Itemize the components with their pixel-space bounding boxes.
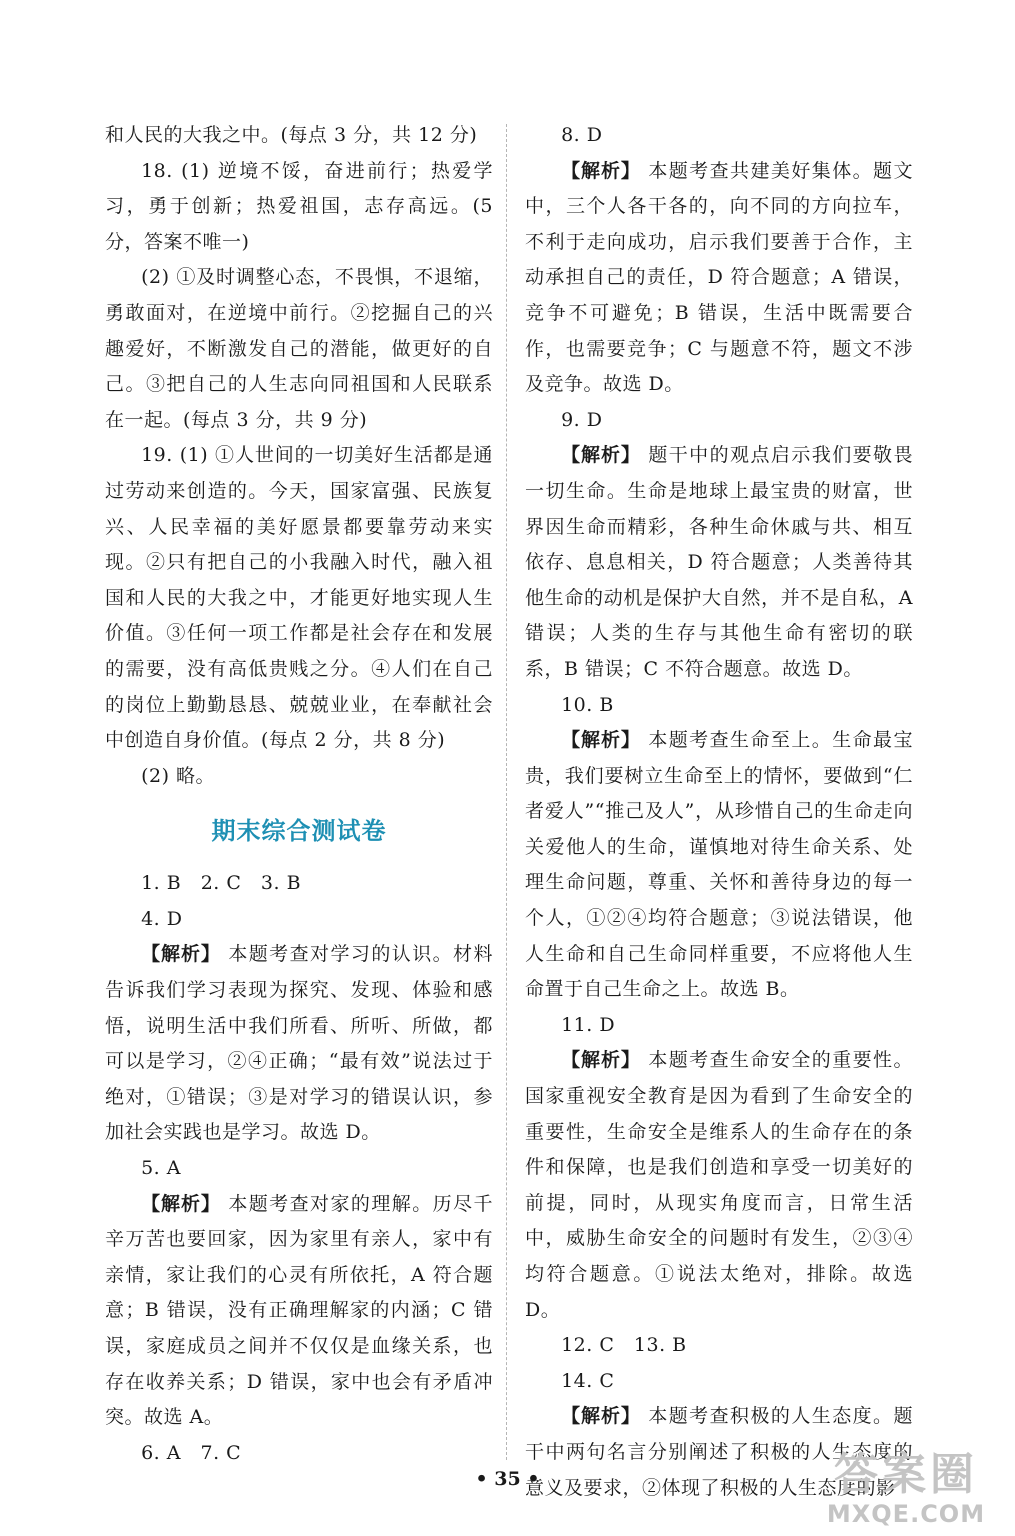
explanation-paragraph: [525, 154, 913, 403]
answer-paragraph: [105, 260, 493, 438]
column-divider: [506, 124, 507, 1460]
answer-paragraph: [105, 438, 493, 758]
explanation-paragraph: [105, 937, 493, 1151]
analysis-tag: 【解析】: [561, 1049, 641, 1072]
section-title: [105, 805, 493, 857]
paragraph-text: 和人民的大我之中。(每点 3 分，共 12 分): [105, 124, 478, 146]
paragraph-text: 18. (1) 逆境不馁，奋进前行；热爱学习，勇于创新；热爱祖国，志存高远。(5 分，答案不唯一): [105, 159, 493, 253]
analysis-tag: 【解析】: [561, 729, 641, 752]
answer-paragraph: [525, 403, 913, 439]
answer-paragraph: [105, 1436, 493, 1472]
paragraph-text: 8. D: [561, 124, 603, 146]
paragraph-text: 本题考查共建美好集体。题文中，三个人各干各的，向不同的方向拉车，不利于走向成功，启示我们要善于合作，主动承担自己的责任，D 符合题意；A 错误，竞争不可避免；B 错误，生活中既需要合作，也需要竞争；C 与题意不符，题文不涉及竞争。故选 D。: [525, 159, 913, 396]
answer-paragraph: [105, 902, 493, 938]
explanation-paragraph: [525, 723, 913, 1008]
paragraph-text: (2) ①及时调整心态，不畏惧，不退缩，勇敢面对，在逆境中前行。②挖掘自己的兴趣爱好，不断激发自己的潜能，做更好的自己。③把自己的人生志向同祖国和人民联系在一起。(每点 3 分，共 9 分): [105, 266, 493, 431]
paragraph-text: 本题考查积极的人生态度。题干中两句名言分别阐述了积极的人生态度的意义及要求，②体现了积极的人生态度的影: [525, 1405, 913, 1499]
paragraph-text: 4. D: [141, 907, 183, 930]
paragraph-text: (2) 略。: [141, 764, 216, 787]
watermark-logo: 答案圈: [834, 1449, 978, 1500]
paragraph-text: 题干中的观点启示我们要敬畏一切生命。生命是地球上最宝贵的财富，世界因生命而精彩，各种生命休戚与共、相互依存、息息相关，D 符合题意；人类善待其他生命的动机是保护大自然，并不是自私，A 错误；人类的生存与其他生命有密切的联系，B 错误；C 不符合题意。故选 D。: [525, 444, 913, 680]
answer-paragraph: [105, 759, 493, 795]
answer-paragraph: [105, 866, 493, 902]
analysis-tag: 【解析】: [561, 1405, 641, 1428]
answer-paragraph: [525, 1008, 913, 1044]
analysis-tag: 【解析】: [141, 1192, 221, 1215]
answer-paragraph: [105, 118, 493, 154]
paragraph-text: 本题考查对家的理解。历尽千辛万苦也要回家，因为家里有亲人，家中有亲情，家让我们的心灵有所依托，A 符合题意；B 错误，没有正确理解家的内涵；C 错误，家庭成员之间并不仅仅是血缘关系，也存在收养关系；D 错误，家中也会有矛盾冲突。故选 A。: [105, 1192, 493, 1429]
paragraph-text: 本题考查生命安全的重要性。国家重视安全教育是因为看到了生命安全的重要性，生命安全是维系人的生命存在的条件和保障，也是我们创造和享受一切美好的前提，同时，从现实角度而言，日常生活中，威胁生命安全的问题时有发生，②③④均符合题意。①说法太绝对，排除。故选 D。: [525, 1049, 913, 1321]
paragraph-text: 11. D: [561, 1013, 616, 1036]
paragraph-text: 5. A: [141, 1157, 181, 1180]
left-column: [105, 118, 493, 1471]
paragraph-text: 本题考查对学习的认识。材料告诉我们学习表现为探究、发现、体验和感悟，说明生活中我们所看、所听、所做，都可以是学习，②④正确；“最有效”说法过于绝对，①错误；③是对学习的错误认识，参加社会实践也是学习。故选 D。: [105, 943, 493, 1144]
page-number: • 35 •: [475, 1468, 540, 1490]
paragraph-text: 1. B 2. C 3. B: [141, 872, 302, 895]
explanation-paragraph: [525, 1043, 913, 1328]
paragraph-text: 6. A 7. C: [141, 1441, 242, 1464]
answer-paragraph: [525, 118, 913, 154]
answer-paragraph: [105, 154, 493, 261]
paragraph-text: 12. C 13. B: [561, 1334, 687, 1357]
answer-paragraph: [105, 1151, 493, 1187]
paragraph-text: 9. D: [561, 408, 603, 431]
explanation-paragraph: [105, 1187, 493, 1436]
paragraph-text: 期末综合测试卷: [211, 817, 387, 846]
analysis-tag: 【解析】: [141, 943, 221, 966]
analysis-tag: 【解析】: [561, 444, 641, 467]
paragraph-text: 19. (1) ①人世间的一切美好生活都是通过劳动来创造的。今天，国家富强、民族复兴、人民幸福的美好愿景都要靠劳动来实现。②只有把自己的小我融入时代，融入祖国和人民的大我之中，才能更好地实现人生价值。③任何一项工作都是社会存在和发展的需要，没有高低贵贱之分。④人们在自己的岗位上勤勤恳恳、兢兢业业，在奉献社会中创造自身价值。(每点 2 分，共 8 分): [105, 444, 493, 752]
answer-paragraph: [525, 688, 913, 724]
explanation-paragraph: [525, 438, 913, 687]
answer-paragraph: [525, 1364, 913, 1400]
paragraph-text: 10. B: [561, 693, 614, 716]
paragraph-text: 本题考查生命至上。生命最宝贵，我们要树立生命至上的情怀，要做到“仁者爱人”“推己及人”，从珍惜自己的生命走向关爱他人的生命，谨慎地对待生命关系、处理生命问题，尊重、关怀和善待身边的每一个人，①②④均符合题意；③说法错误，他人生命和自己生命同样重要，不应将他人生命置于自己生命之上。故选 B。: [525, 729, 913, 1001]
watermark-url: MXQE.COM: [826, 1500, 986, 1528]
paragraph-text: 14. C: [561, 1369, 615, 1392]
right-column: [525, 118, 913, 1506]
answer-paragraph: [525, 1328, 913, 1364]
analysis-tag: 【解析】: [561, 159, 641, 182]
watermark: [811, 1450, 1001, 1528]
